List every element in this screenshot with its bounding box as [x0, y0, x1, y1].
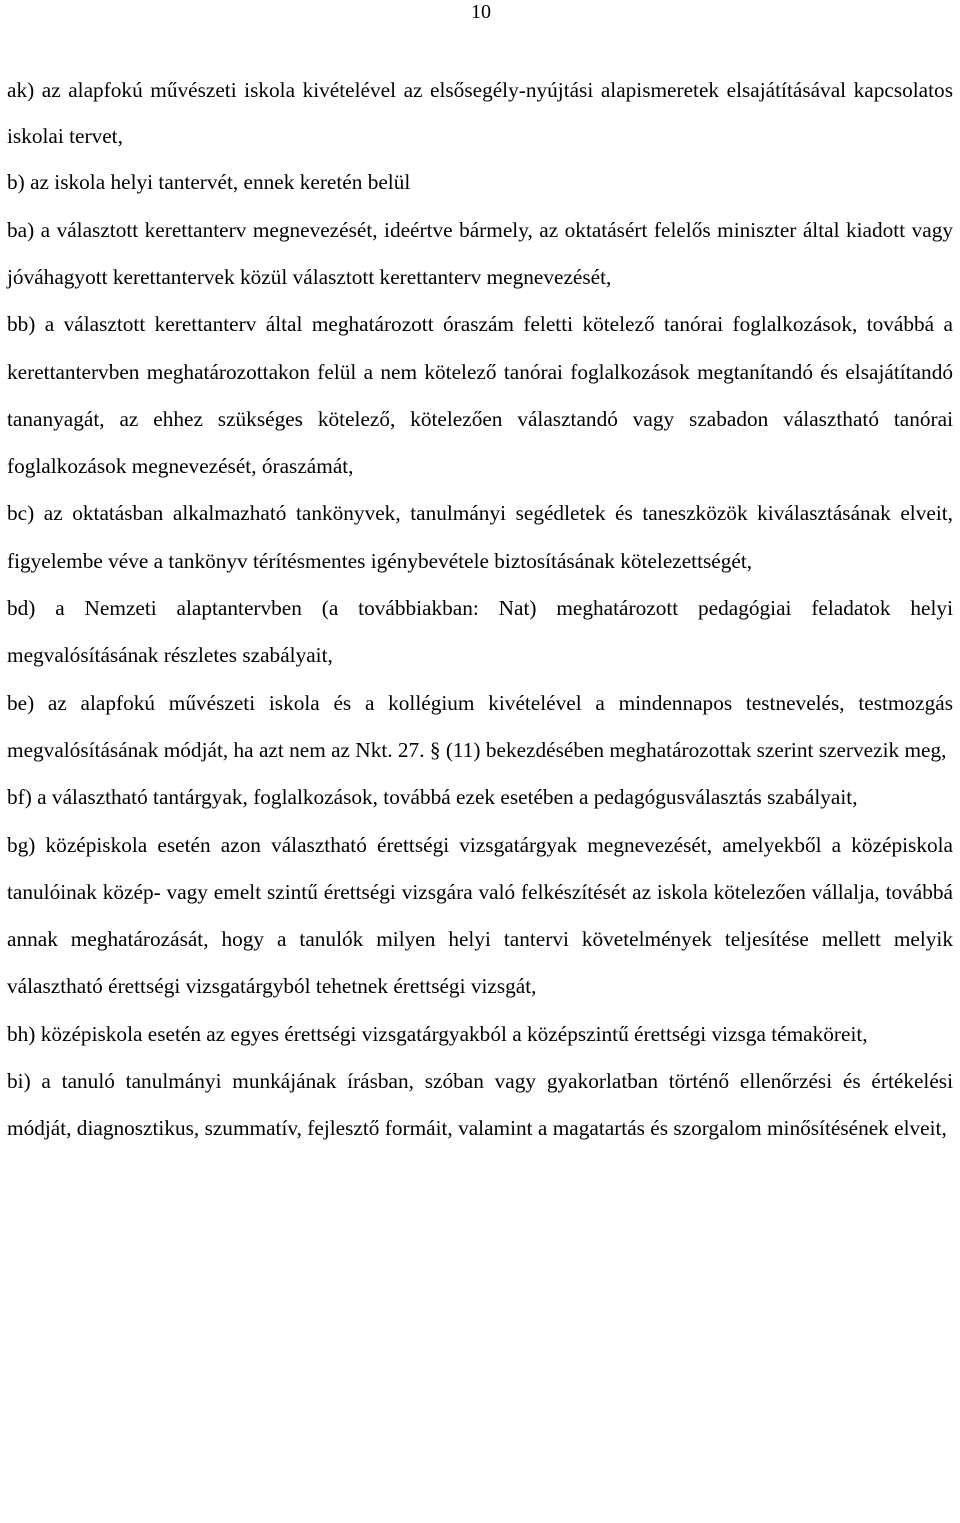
paragraph-bd: bd) a Nemzeti alaptantervben (a továbbiakban: Nat) meghatározott pedagógiai feladatok helyi megvalósításának részletes szabályait, [7, 596, 953, 668]
paragraph-be: be) az alapfokú művészeti iskola és a kollégium kivételével a mindennapos testnevelés, testmozgás megvalósításának módját, ha azt nem az Nkt. 27. § (11) bekezdésében meghatározottak szerint szervezik meg, [7, 690, 953, 762]
paragraph-bf: bf) a választható tantárgyak, foglalkozások, továbbá ezek esetében a pedagógusválasztás szabályait, [7, 785, 858, 810]
paragraph-ba: ba) a választott kerettanterv megnevezését, ideértve bármely, az oktatásért felelős miniszter által kiadott vagy jóváhagyott kerettantervek közül választott kerettanterv megnevezését, [7, 217, 953, 289]
document-body [7, 67, 953, 1153]
paragraph-bc: bc) az oktatásban alkalmazható tankönyvek, tanulmányi segédletek és taneszközök kiválasztásának elveit, figyelembe véve a tankönyv térítésmentes igénybevétele biztosításának kötelezettségét, [7, 501, 953, 573]
paragraph-bh: bh) középiskola esetén az egyes érettségi vizsgatárgyakból a középszintű érettségi vizsga témaköreit, [7, 1021, 868, 1046]
paragraph-bg: bg) középiskola esetén azon választható érettségi vizsgatárgyak megnevezését, amelyekből a középiskola tanulóinak közép- vagy emelt szintű érettségi vizsgára való felkészítését az iskola kötelezően vállalja, továbbá annak meghatározását, hogy a tanulók milyen helyi tantervi követelmények teljesítése mellett melyik választható érettségi vizsgatárgyból tehetnek érettségi vizsgát, [7, 832, 953, 999]
page-number: 10 [471, 1, 491, 23]
paragraph-bi: bi) a tanuló tanulmányi munkájának írásban, szóban vagy gyakorlatban történő ellenőrzési és értékelési módját, diagnosztikus, szummatív, fejlesztő formáit, valamint a magatartás és szorgalom minősítésének elveit, [7, 1069, 953, 1141]
paragraph-ak: ak) az alapfokú művészeti iskola kivételével az elsősegély-nyújtási alapismeretek elsajátításával kapcsolatos iskolai tervet, [7, 78, 953, 149]
paragraph-b: b) az iskola helyi tantervét, ennek keretén belül [7, 170, 411, 195]
paragraph-bb: bb) a választott kerettanterv által meghatározott óraszám feletti kötelező tanórai foglalkozások, továbbá a kerettantervben meghatározottakon felül a nem kötelező tanórai foglalkozások megtanítandó és elsajátítandó tananyagát, az ehhez szükséges kötelező, kötelezően választandó vagy szabadon választható tanórai foglalkozások megnevezését, óraszámát, [7, 312, 953, 479]
